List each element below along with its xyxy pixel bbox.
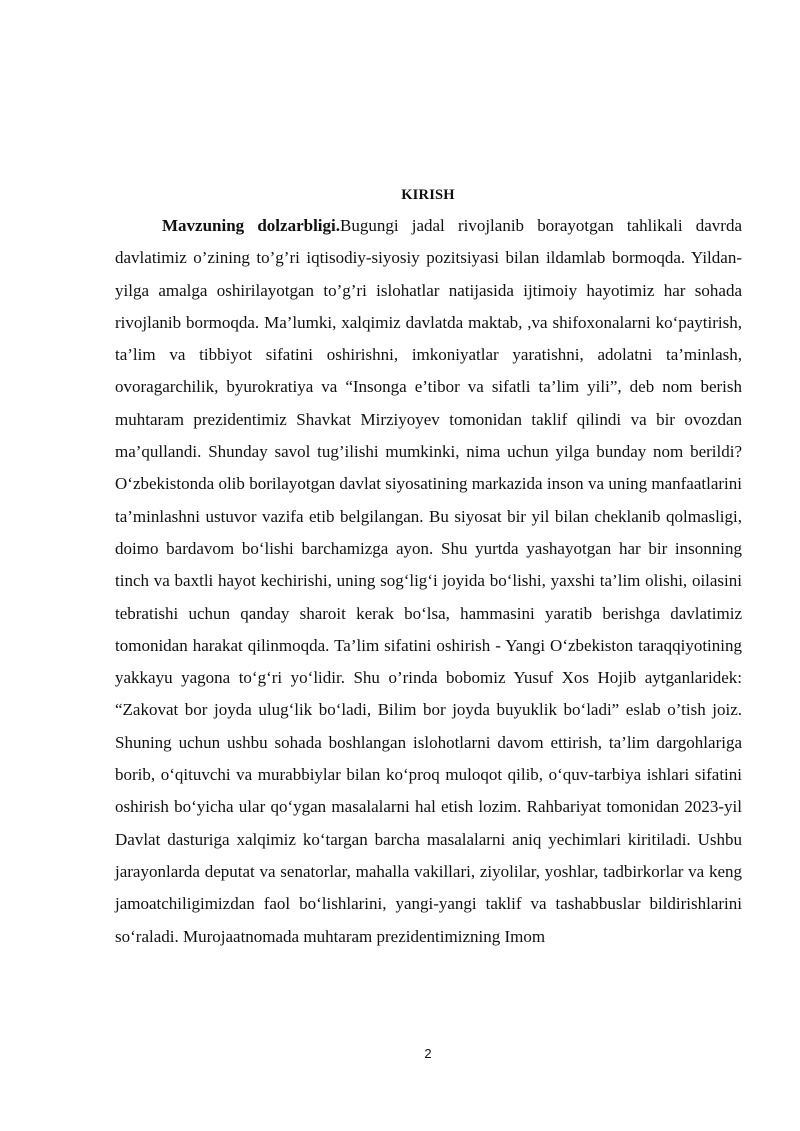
paragraph-text: Bugungi jadal rivojlanib borayotgan tahlikali davrda davlatimiz o’zining to’g’ri iqtisodiy-siyosiy pozitsiyasi bilan ildamlab bormoqda. Yildan-yilga amalga oshirilayotgan to’g’ri islohatlar natijasida ijtimoiy hayotimiz har sohada rivojlanib bormoqda. Ma’lumki, xalqimiz davlatda maktab, ,va shifoxonalarni koʻpaytirish, ta’lim va tibbiyot sifatini oshirishni, imkoniyatlar yaratishni, adolatni ta’minlash, ovoragarchilik, byurokratiya va “Insonga e’tibor va sifatli ta’lim yili”, deb nom berish muhtaram prezidentimiz Shavkat Mirziyoyev tomonidan taklif qilindi va bir ovozdan ma’qullandi. Shunday savol tug’ilishi mumkinki, nima uchun yilga bunday nom berildi? Oʻzbekistonda olib borilayotgan davlat siyosatining markazida inson va uning manfaatlarini ta’minlashni ustuvor vazifa etib belgilangan. Bu siyosat bir yil bilan cheklanib qolmasligi, doimo bardavom boʻlishi barchamizga ayon. Shu yurtda yashayotgan har bir insonning tinch va baxtli hayot kechirishi, uning sogʻligʻi joyida boʻlishi, yaxshi ta’lim olishi, oilasini tebratishi uchun qanday sharoit kerak boʻlsa, hammasini yaratib berishga davlatimiz tomonidan harakat qilinmoqda. Ta’lim sifatini oshirish - Yangi Oʻzbekiston taraqqiyotining yakkayu yagona toʻgʻri yoʻlidir. Shu o’rinda bobomiz Yusuf Xos Hojib aytganlaridek: “Zakovat bor joyda ulugʻlik boʻladi, Bilim bor joyda buyuklik boʻladi” eslab o’tish joiz. Shuning uchun ushbu sohada boshlangan islohotlarni davom ettirish, ta’lim dargohlariga borib, oʻqituvchi va murabbiylar bilan koʻproq muloqot qilib, oʻquv-tarbiya ishlari sifatini oshirish boʻyicha ular qoʻygan masalalarni hal etish lozim. Rahbariyat tomonidan 2023-yil Davlat dasturiga xalqimiz koʻtargan barcha masalalarni aniq yechimlari kiritiladi. Ushbu jarayonlarda deputat va senatorlar, mahalla vakillari, ziyolilar, yoshlar, tadbirkorlar va keng jamoatchiligimizdan faol boʻlishlarini, yangi-yangi taklif va tashabbuslar bildirishlarini soʻraladi. Murojaatnomada muhtaram prezidentimizning Imom: [115, 216, 742, 946]
body-paragraph: [115, 210, 742, 953]
section-heading: KIRISH: [401, 187, 455, 203]
page-number: 2: [424, 1046, 432, 1061]
paragraph-lead: Mavzuning dolzarbligi.: [162, 216, 340, 235]
